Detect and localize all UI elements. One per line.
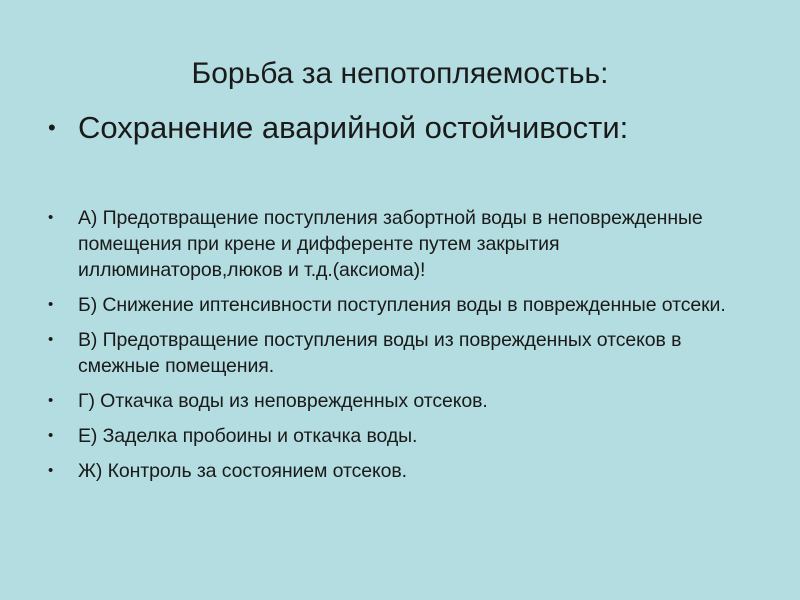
list-item (48, 458, 768, 484)
list-item-text: Ж) Контроль за состоянием отсеков. (78, 460, 407, 482)
bullet-icon: • (48, 462, 54, 479)
bullet-icon: • (48, 427, 54, 444)
bullet-list (48, 205, 768, 493)
bullet-icon: • (48, 331, 54, 348)
list-item (48, 423, 768, 449)
list-item-text: Е) Заделка пробоины и откачка воды. (78, 425, 418, 447)
slide-subtitle: Сохранение аварийной остойчивости: (78, 110, 629, 145)
slide-title: Борьба за непотопляемостьь: (191, 57, 609, 90)
list-item (48, 327, 768, 379)
list-item (48, 205, 768, 283)
list-item-text: В) Предотвращение поступления воды из поврежденных отсеков в смежные помещения. (78, 329, 682, 377)
bullet-icon: • (48, 115, 56, 140)
subtitle-bullet-row (48, 109, 768, 147)
list-item (48, 388, 768, 414)
bullet-icon: • (48, 392, 54, 409)
list-item-text: Б) Снижение иптенсивности поступления воды в поврежденные отсеки. (78, 294, 726, 316)
list-item-text: Г) Откачка воды из неповрежденных отсеков. (78, 390, 488, 412)
list-item (48, 292, 768, 318)
list-item-text: А) Предотвращение поступления забортной воды в неповрежденные помещения при крене и дифференте путем закрытия иллюминаторов,люков и т.д.(аксиома)! (78, 207, 703, 281)
bullet-icon: • (48, 296, 54, 313)
bullet-icon: • (48, 209, 54, 226)
